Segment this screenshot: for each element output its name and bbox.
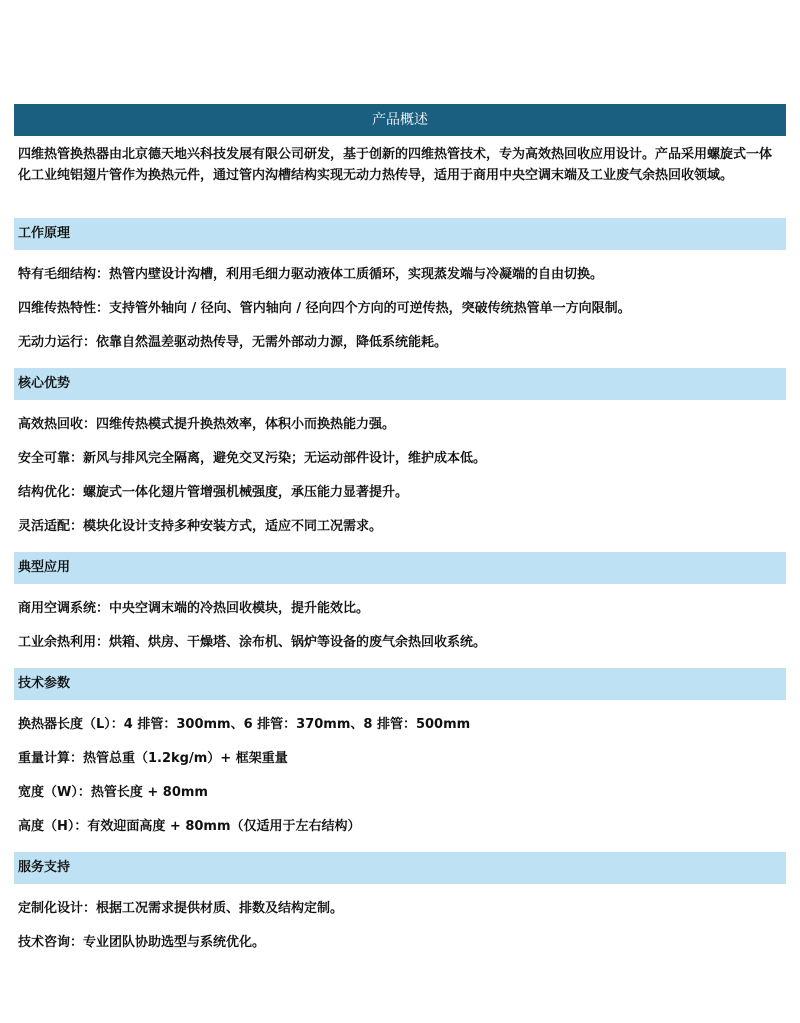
section-heading: 核心优势 (14, 368, 786, 400)
list-item: 四维传热特性：支持管外轴向 / 径向、管内轴向 / 径向四个方向的可逆传热，突破传统热管单一方向限制。 (18, 301, 631, 316)
spacer (14, 960, 786, 968)
list-item: 无动力运行：依靠自然温差驱动热传导，无需外部动力源，降低系统能耗。 (18, 335, 448, 350)
spacer (14, 884, 786, 892)
section (14, 368, 786, 552)
spacer (14, 844, 786, 852)
section (14, 218, 786, 368)
spacer (14, 400, 786, 408)
list-item: 宽度（W）：热管长度 + 80mm (18, 785, 208, 800)
spacer (14, 250, 786, 258)
list-item: 灵活适配：模块化设计支持多种安装方式，适应不同工况需求。 (18, 519, 383, 534)
intro-paragraph: 四维热管换热器由北京德天地兴科技发展有限公司研发，基于创新的四维热管技术，专为高效热回收应用设计。产品采用螺旋式一体化工业纯铝翅片管作为换热元件，通过管内沟槽结构实现无动力热传导，适用于商用中央空调末端及工业废气余热回收领域。 (18, 147, 773, 183)
list-item: 高效热回收：四维传热模式提升换热效率，体积小而换热能力强。 (18, 417, 396, 432)
section (14, 552, 786, 668)
list-item: 结构优化：螺旋式一体化翅片管增强机械强度，承压能力显著提升。 (18, 485, 409, 500)
section-heading: 技术参数 (14, 668, 786, 700)
list-item: 高度（H）：有效迎面高度 + 80mm（仅适用于左右结构） (18, 819, 361, 834)
section (14, 668, 786, 852)
page-title: 产品概述 (14, 104, 786, 136)
list-item: 特有毛细结构：热管内壁设计沟槽，利用毛细力驱动液体工质循环，实现蒸发端与冷凝端的自由切换。 (18, 267, 604, 282)
section (14, 852, 786, 968)
product-overview (14, 104, 786, 968)
spacer (14, 584, 786, 592)
list-item: 技术咨询：专业团队协助选型与系统优化。 (18, 935, 266, 950)
spacer (14, 700, 786, 708)
spacer (14, 660, 786, 668)
list-item: 安全可靠：新风与排风完全隔离，避免交叉污染；无运动部件设计，维护成本低。 (18, 451, 487, 466)
spacer (14, 544, 786, 552)
list-item: 重量计算：热管总重（1.2kg/m）+ 框架重量 (18, 751, 288, 766)
list-item: 定制化设计：根据工况需求提供材质、排数及结构定制。 (18, 901, 344, 916)
list-item: 换热器长度（L）：4 排管：300mm、6 排管：370mm、8 排管：500mm (18, 717, 471, 732)
list-item: 工业余热利用：烘箱、烘房、干燥塔、涂布机、锅炉等设备的废气余热回收系统。 (18, 635, 487, 650)
section-heading: 服务支持 (14, 852, 786, 884)
section-heading: 工作原理 (14, 218, 786, 250)
spacer (14, 360, 786, 368)
section-heading: 典型应用 (14, 552, 786, 584)
list-item: 商用空调系统：中央空调末端的冷热回收模块，提升能效比。 (18, 601, 370, 616)
